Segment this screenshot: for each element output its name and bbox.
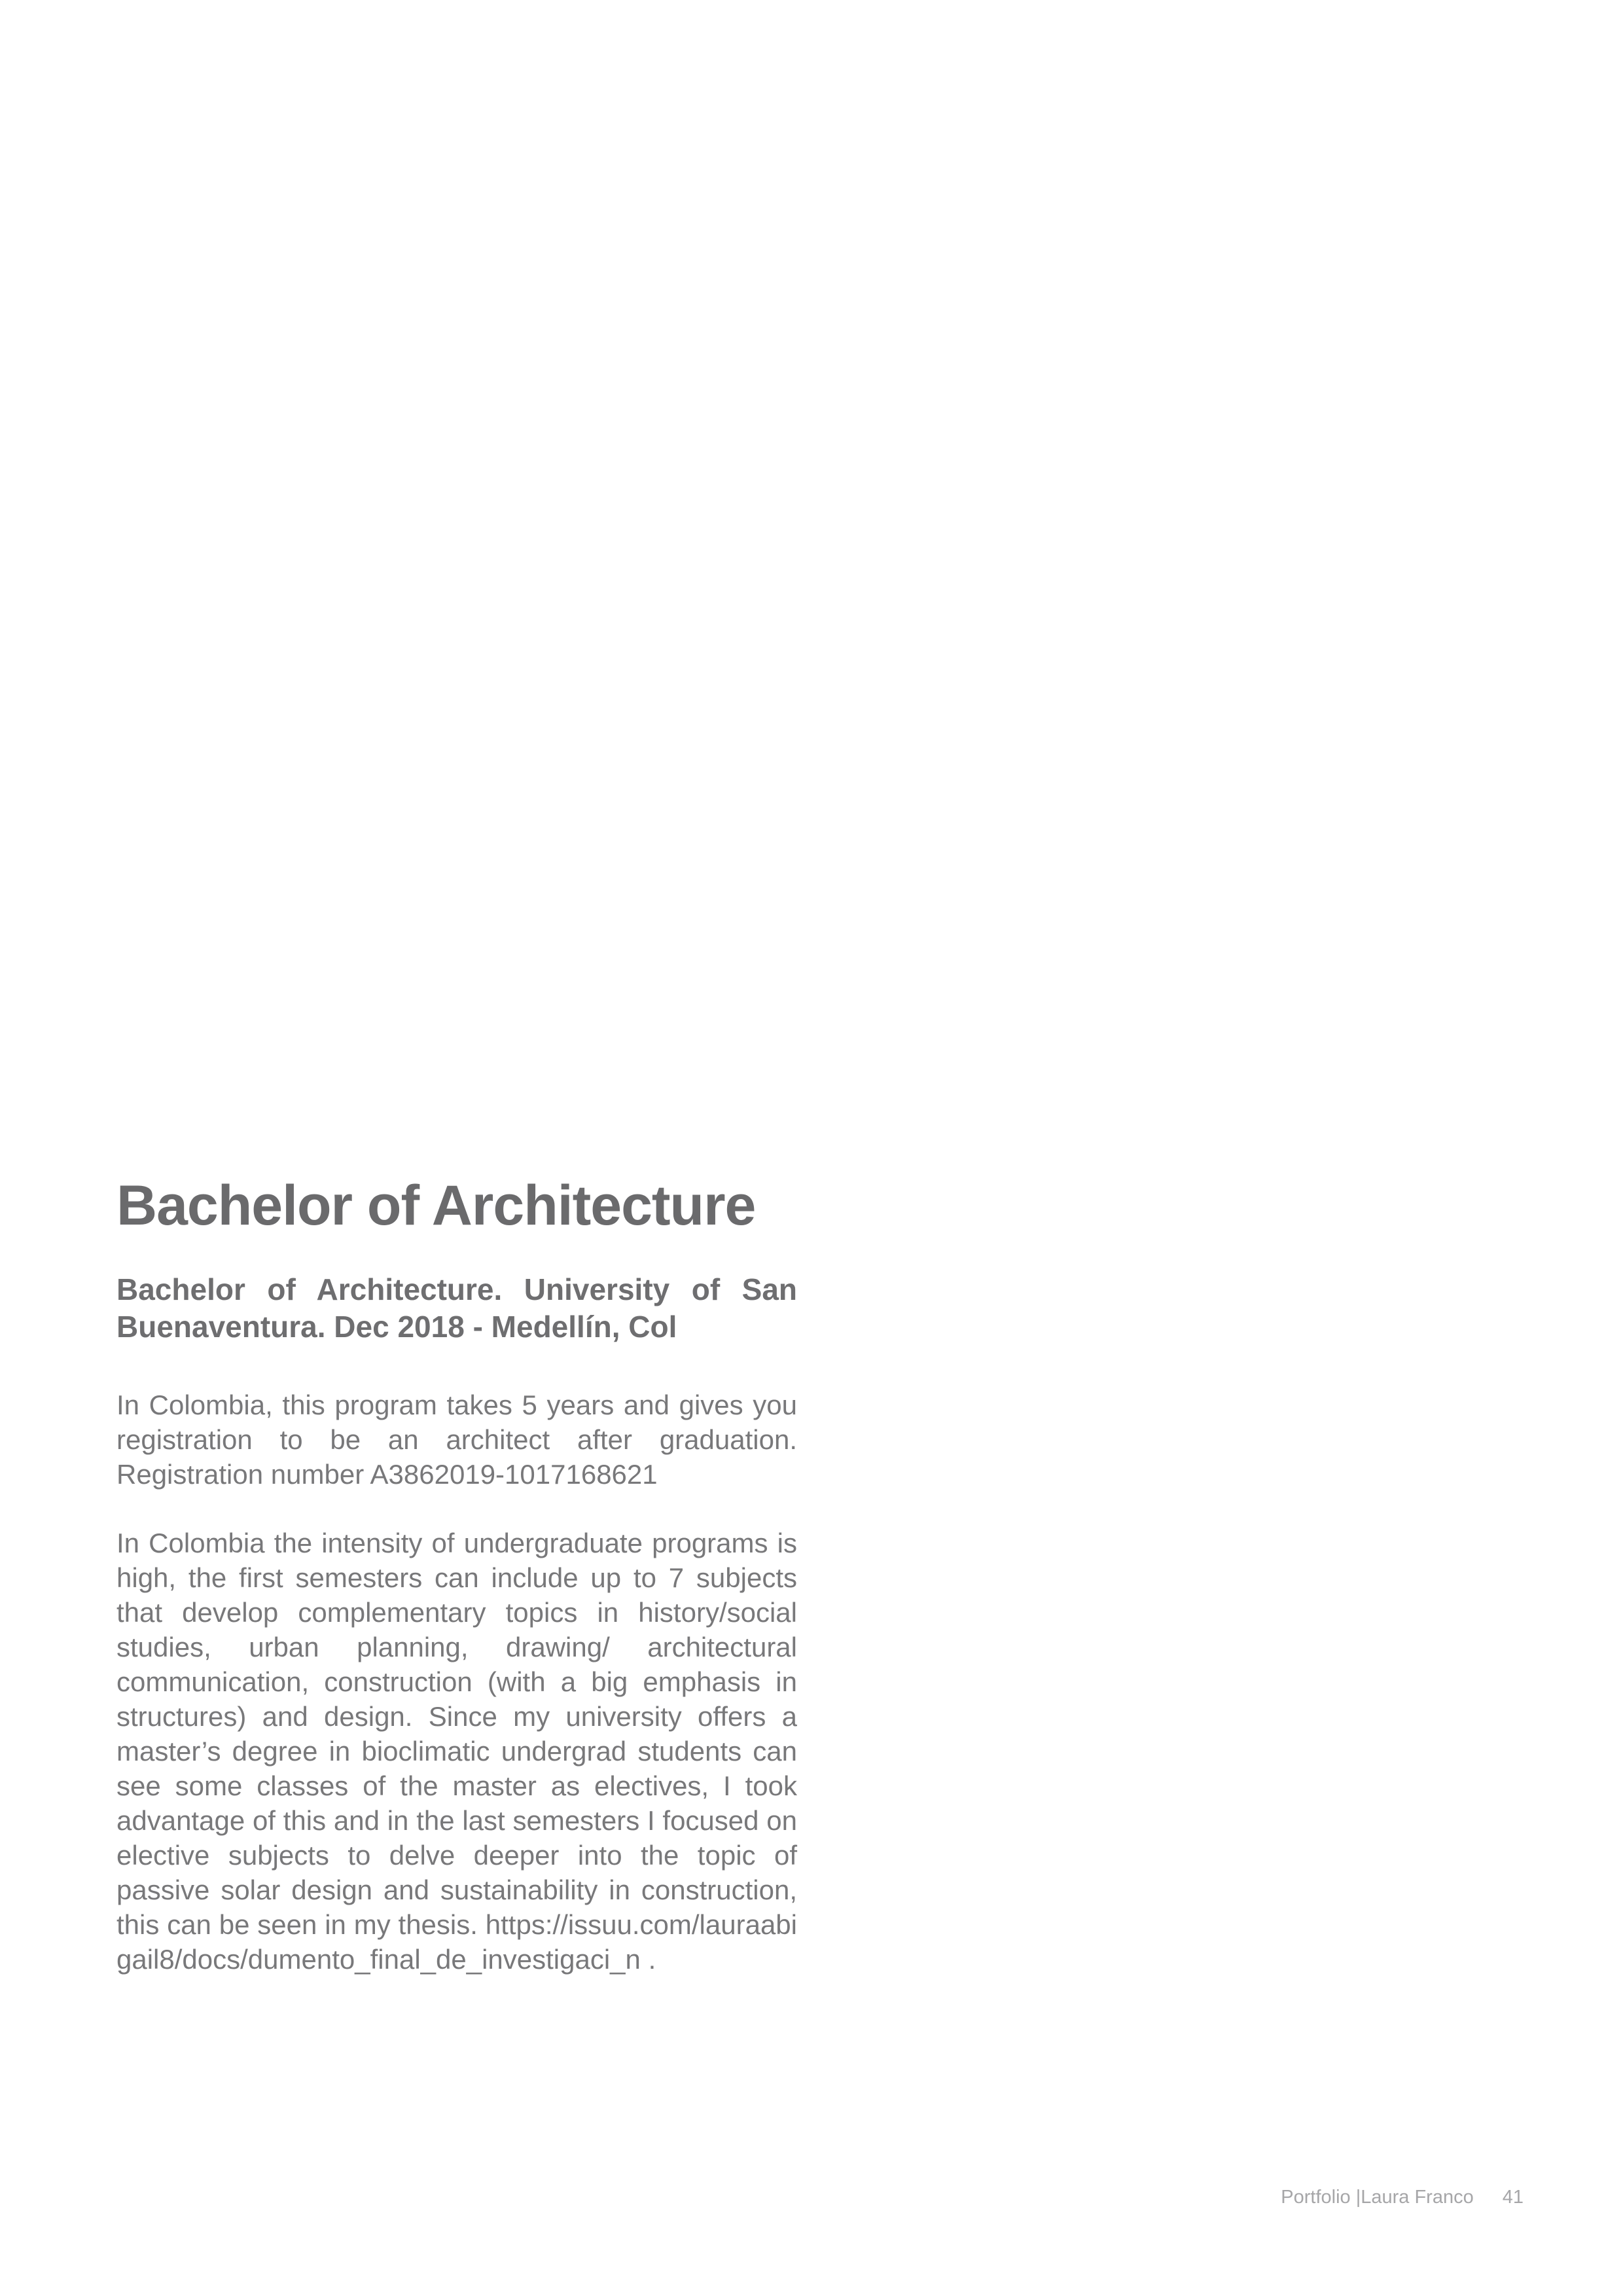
program-description-paragraph: In Colombia, this program takes 5 years and gives you registration to be an architect after graduation. Registration number A3862019-1017168621 [116,1390,797,1490]
footer-label: Portfolio |Laura Franco [1281,2187,1474,2208]
curriculum-paragraph [116,1526,797,1977]
thesis-link[interactable]: https://issuu.com/lauraabigail8/docs/dumento_final_de_investigaci_n [116,1909,797,1975]
degree-subtitle: Bachelor of Architecture. University of San Buenaventura. Dec 2018 - Medellín, Col [116,1272,797,1344]
page-footer [1281,2186,1524,2208]
curriculum-paragraph-end: . [640,1944,656,1975]
curriculum-paragraph-text: In Colombia the intensity of undergraduate programs is high, the first semesters can include up to 7 subjects that develop complementary topics in history/social studies, urban planning, drawing/ architectural communication, construction (with a big emphasis in structures) and design. Since my university offers a master’s degree in bioclimatic undergrad students can see some classes of the master as electives, I took advantage of this and in the last semesters I focused on elective subjects to delve deeper into the topic of passive solar design and sustainability in construction, this can be seen in my thesis. [116,1528,797,1940]
page-number: 41 [1502,2187,1524,2208]
education-section [116,1172,797,1977]
page-title: Bachelor of Architecture [116,1174,756,1237]
